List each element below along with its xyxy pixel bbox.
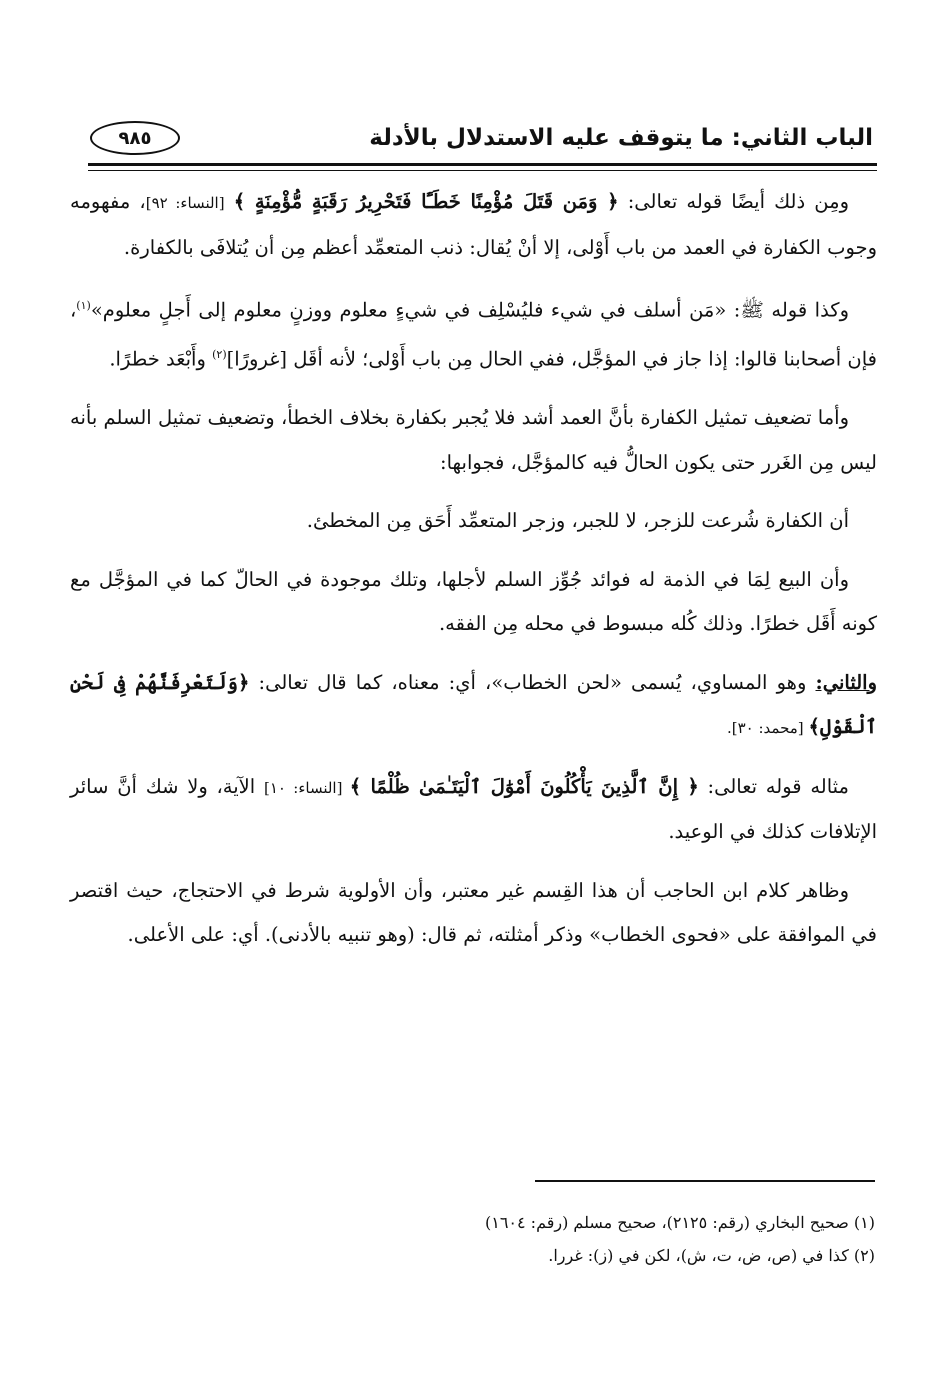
footnote-ref-2[interactable]: (٢) bbox=[212, 348, 227, 361]
paragraph-1 bbox=[70, 180, 877, 270]
p2-a: وكذا قوله ﷺ: «مَن أسلف في شيء فليُسْلِف في شيءٍ معلوم ووزنٍ معلوم إلى أَجلٍ معلوم» bbox=[90, 298, 849, 322]
p2-b: ، فإن أصحابنا قالوا: إذا جاز في المؤجَّل، ففي الحال مِن باب أَوْلى؛ لأنه أقَل [غرورًا] bbox=[70, 298, 877, 371]
p6-text: وهو المساوي، يُسمى «لحن الخطاب»، أي: معناه، كما قال تعالى: bbox=[249, 670, 816, 694]
p7-rest: الآية، ولا شك أنَّ سائر الإتلافات كذلك في الوعيد. bbox=[70, 774, 877, 843]
footnote-separator bbox=[535, 1180, 875, 1182]
header-rule-thin bbox=[88, 170, 877, 171]
paragraph-2 bbox=[70, 284, 877, 382]
page-header bbox=[90, 118, 873, 158]
p6-lead: والثاني: bbox=[815, 670, 877, 694]
p7-verse: ﴿ إِنَّ ٱلَّذِينَ يَأْكُلُونَ أَمْوَٰلَ ٱلْيَتَـٰمَىٰ ظُلْمًا ﴾ bbox=[349, 774, 699, 798]
p1-rest: ، مفهومه وجوب الكفارة في العمد من باب أَوْلى، إلا أنْ يُقال: ذنب المتعمِّد أعظم مِن أن يُتلافَى بالكفارة. bbox=[70, 190, 877, 259]
page-number-badge: ٩٨٥ bbox=[90, 121, 180, 155]
paragraph-5: وأن البيع لِمَا في الذمة له فوائد جُوِّز السلم لأجلها، وتلك موجودة في الحالّ كما في المؤجَّل مع كونه أَقَل خطرًا. وذلك كُله مبسوط في محله مِن الفقه. bbox=[70, 567, 877, 635]
paragraph-6 bbox=[70, 661, 877, 751]
footnote-2: (٢) كذا في (ص، ض، ت، ش)، لكن في (ز): غررا. bbox=[548, 1246, 875, 1265]
paragraph-7 bbox=[70, 765, 877, 855]
main-text bbox=[70, 180, 877, 972]
p7-ref: [النساء: ١٠] bbox=[263, 778, 350, 797]
footnotes bbox=[70, 1206, 875, 1272]
paragraph-8: وظاهر كلام ابن الحاجب أن هذا القِسم غير معتبر، وأن الأولوية شرط في الاحتجاج، حيث اقتصر في الموافقة على «فحوى الخطاب» وذكر أمثلته، ثم قال: (وهو تنبيه بالأدنى). أي: على الأعلى. bbox=[70, 878, 877, 946]
p6-verse: ﴿وَلَتَعْرِفَنَّهُمْ فِى لَحْنِ ٱلْقَوْلِ﴾ bbox=[70, 670, 877, 738]
p1-verse: ﴿ وَمَن قَتَلَ مُؤْمِنًا خَطَـًٔا فَتَحْرِيرُ رَقَبَةٍ مُّؤْمِنَةٍ ﴾ bbox=[233, 190, 619, 213]
p1-ref: [النساء: ٩٢] bbox=[145, 194, 225, 212]
paragraph-4: أن الكفارة شُرعت للزجر، لا للجبر، وزجر المتعمِّد أَحَق مِن المخطئ. bbox=[306, 509, 849, 532]
header-rule-thick bbox=[88, 163, 877, 166]
paragraph-3: وأما تضعيف تمثيل الكفارة بأنَّ العمد أشد فلا يُجبر بكفارة بخلاف الخطأ، وتضعيف تمثيل السلم بأنه ليس مِن الغَرر حتى يكون الحالُّ فيه كالمؤجَّل، فجوابها: bbox=[70, 406, 877, 474]
running-title: الباب الثاني: ما يتوقف عليه الاستدلال بالأدلة bbox=[369, 125, 873, 151]
p2-c: وأَبْعَد خطرًا. bbox=[109, 347, 213, 371]
p1-intro: ومِن ذلك أيضًا قوله تعالى: bbox=[627, 190, 850, 213]
footnote-ref-1[interactable]: (١) bbox=[76, 299, 91, 312]
p7-intro: مثاله قوله تعالى: bbox=[698, 774, 849, 798]
footnote-1: (١) صحيح البخاري (رقم: ٢١٢٥)، صحيح مسلم (رقم: ١٦٠٤) bbox=[484, 1213, 875, 1232]
p6-ref: [محمد: ٣٠]. bbox=[726, 719, 809, 737]
